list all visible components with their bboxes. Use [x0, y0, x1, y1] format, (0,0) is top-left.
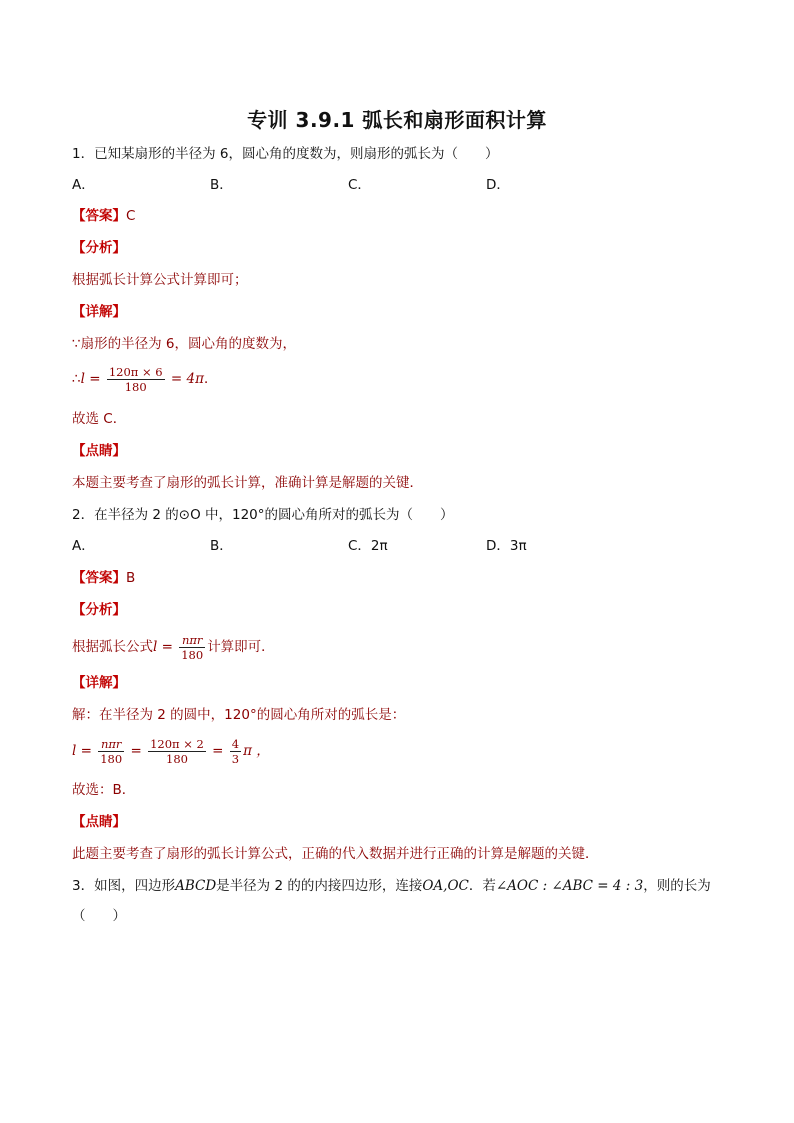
q2-analysis-tag [72, 600, 126, 620]
fraction [179, 633, 205, 662]
q3-text-mid: 是半径为 2 的的内接四边形，连接 [216, 878, 423, 894]
fraction-denominator: 180 [166, 751, 188, 766]
q1-option-a: A． [72, 177, 95, 193]
q1-comment-text: 本题主要考查了扇形的弧长计算，准确计算是解题的关键． [72, 475, 423, 491]
q1-option-b: B． [210, 177, 233, 193]
comment-tag: 【点睛】 [72, 443, 126, 459]
q2-option-b: B． [210, 538, 233, 554]
q3-text-end: ，则的长为 [643, 878, 711, 894]
q3-quadrilateral: ABCD [175, 878, 217, 894]
equals-sign: = [126, 743, 147, 759]
equals-sign: = [207, 743, 228, 759]
q2-comment-tag [72, 812, 126, 832]
q2-analysis-text [72, 630, 275, 664]
q1-analysis-tag [72, 238, 126, 258]
detail-tag: 【详解】 [72, 675, 126, 691]
fraction-denominator: 180 [124, 379, 147, 394]
fraction-numerator: nπr [179, 633, 205, 648]
question-3-stem-line2: （ ） [72, 908, 126, 924]
q1-comment-tag [72, 441, 126, 461]
q3-angle-ratio: ∠AOC : ∠ABC = 4 : 3 [495, 878, 644, 894]
analysis-text-after: 计算即可． [207, 639, 275, 655]
q1-analysis-text: 根据弧长计算公式计算即可； [72, 272, 248, 288]
q1-detail-line: ∵扇形的半径为 6，圆心角的度数为， [72, 336, 296, 352]
equals-sign: = [84, 371, 105, 387]
q2-formula [72, 733, 270, 769]
answer-value: B [126, 570, 136, 586]
comment-tag: 【点睛】 [72, 814, 126, 830]
q3-segments: OA,OC [422, 878, 469, 894]
q1-conclusion: 故选 C． [72, 411, 127, 427]
q1-option-d: D． [486, 177, 510, 193]
q3-text-if: ．若 [468, 878, 496, 894]
formula-var: l [72, 743, 77, 759]
question-1-stem: 1．已知某扇形的半径为 6，圆心角的度数为，则扇形的弧长为（ ） [72, 146, 499, 162]
analysis-tag: 【分析】 [72, 602, 126, 618]
q2-detail-tag [72, 673, 126, 693]
fraction [148, 737, 206, 766]
answer-tag: 【答案】 [72, 570, 126, 586]
fraction [98, 737, 124, 766]
fraction-denominator: 3 [231, 751, 240, 766]
q2-conclusion: 故选：B． [72, 782, 136, 798]
q2-comment-text: 此题主要考查了扇形的弧长计算公式，正确的代入数据并进行正确的计算是解题的关键． [72, 846, 599, 862]
fraction-denominator: 180 [100, 751, 123, 766]
detail-tag: 【详解】 [72, 304, 126, 320]
q2-option-a: A． [72, 538, 95, 554]
answer-value: C [126, 208, 136, 224]
fraction-numerator: nπr [98, 737, 124, 752]
fraction [107, 365, 165, 394]
analysis-tag: 【分析】 [72, 240, 126, 256]
fraction-denominator: 180 [181, 647, 204, 662]
fraction-numerator: 120π × 6 [108, 364, 163, 379]
question-3-stem [72, 876, 711, 896]
q3-text-start: 3．如图，四边形 [72, 878, 176, 894]
q2-option-d: D．3π [486, 538, 527, 554]
therefore-symbol: ∴ [72, 371, 81, 387]
q1-option-c: C． [348, 177, 371, 193]
fraction-numerator: 120π × 2 [150, 736, 204, 751]
fraction [230, 737, 241, 766]
answer-tag: 【答案】 [72, 208, 126, 224]
q2-detail-line: 解：在半径为 2 的圆中，120°的圆心角所对的弧长是： [72, 707, 406, 723]
q2-answer [72, 568, 135, 588]
equals-sign: = [157, 639, 178, 655]
q2-option-c: C．2π [348, 538, 388, 554]
equals-sign: = [76, 743, 97, 759]
formula-var: l [153, 639, 158, 655]
formula-var: l [80, 371, 85, 387]
page-title: 专训 3.9.1 弧长和扇形面积计算 [247, 108, 547, 132]
fraction-numerator: 4 [231, 736, 240, 751]
formula-tail: π ， [243, 743, 270, 759]
q1-detail-tag [72, 302, 126, 322]
q1-formula [72, 362, 217, 396]
formula-result: = 4π [166, 371, 204, 387]
q1-answer [72, 206, 135, 226]
formula-suffix: ． [203, 371, 218, 387]
analysis-text-before: 根据弧长公式 [72, 639, 153, 655]
question-2-stem: 2．在半径为 2 的⊙O 中，120°的圆心角所对的弧长为（ ） [72, 507, 454, 523]
